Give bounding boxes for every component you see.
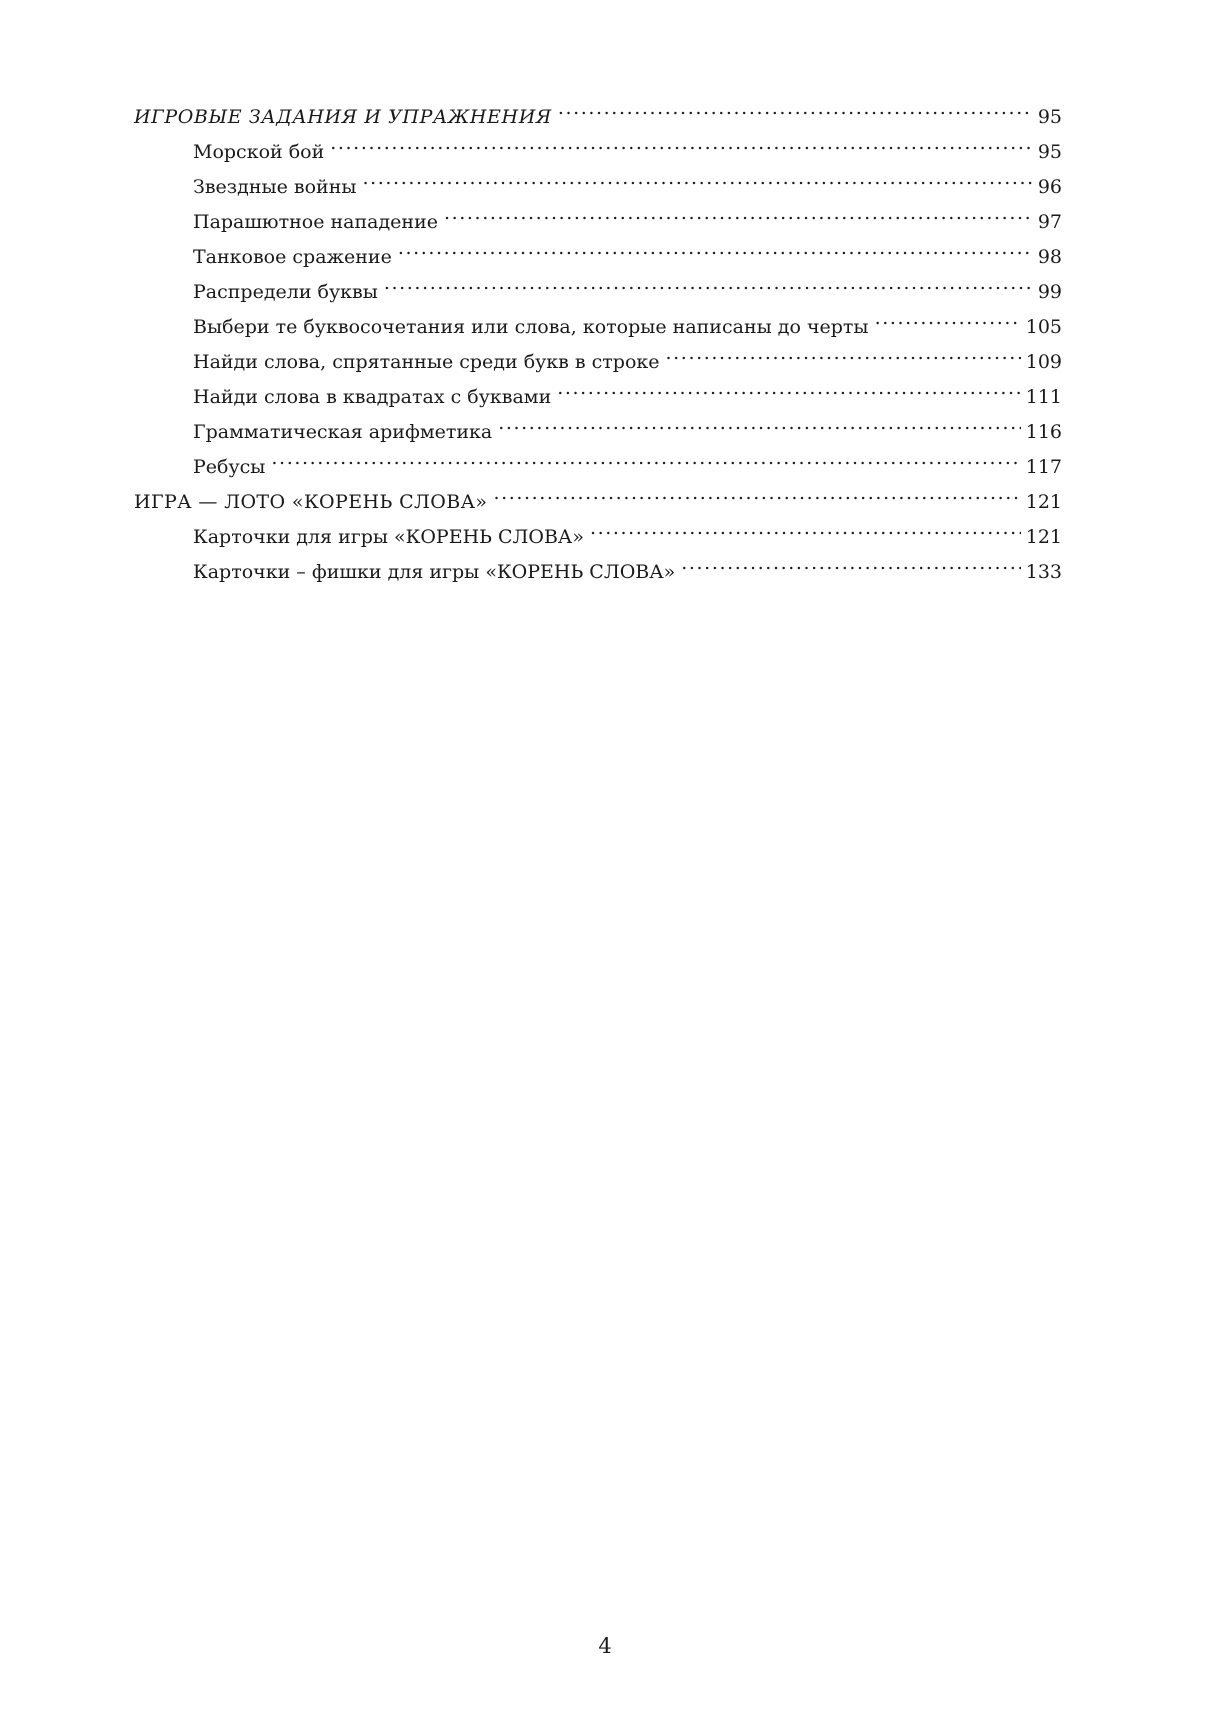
toc-entry-page: 121 [1025,491,1062,513]
toc-entry[interactable] [193,163,1062,198]
toc-leader-dots [384,268,1033,298]
toc-entry[interactable] [193,373,1062,408]
toc-entry-title: Грамматическая арифметика [193,421,493,443]
toc-entry-title: ИГРА — ЛОТО «КОРЕНЬ СЛОВА» [134,491,488,513]
toc-entry[interactable] [193,128,1062,163]
toc-entry[interactable] [193,233,1062,268]
toc-entry-page: 116 [1025,421,1062,443]
toc-entry-page: 97 [1037,211,1062,233]
toc-leader-dots [681,548,1020,578]
toc-leader-dots [493,478,1020,508]
toc-entry-page: 111 [1025,386,1062,408]
toc-entry-title: Ребусы [193,456,266,478]
toc-entry[interactable] [193,338,1062,373]
toc-leader-dots [330,128,1033,158]
toc-entry-title: Карточки для игры «КОРЕНЬ СЛОВА» [193,526,584,548]
toc-entry-title: Найди слова в квадратах с буквами [193,386,552,408]
toc-entry[interactable] [193,443,1062,478]
toc-leader-dots [590,513,1021,543]
toc-entry-title: Морской бой [193,141,325,163]
toc-entry-title: ИГРОВЫЕ ЗАДАНИЯ И УПРАЖНЕНИЯ [134,106,552,128]
toc-entry-page: 133 [1025,561,1062,583]
toc-entry-title: Выбери те буквосочетания или слова, которые написаны до черты [193,316,869,338]
page-number: 4 [598,1634,612,1658]
toc-entry-title: Звездные войны [193,176,357,198]
toc-leader-dots [444,198,1033,228]
toc-leader-dots [875,303,1021,333]
toc-entry-title: Танковое сражение [193,246,392,268]
toc-entry-title: Парашютное нападение [193,211,438,233]
toc-entry-page: 105 [1025,316,1062,338]
toc-leader-dots [398,233,1033,263]
toc-entry-title: Найди слова, спрятанные среди букв в строке [193,351,660,373]
toc-leader-dots [557,373,1020,403]
toc-entry[interactable] [193,513,1062,548]
toc-entry-title: Карточки – фишки для игры «КОРЕНЬ СЛОВА» [193,561,676,583]
toc-entry-section-lotto[interactable] [134,478,1062,513]
toc-entry-page: 109 [1025,351,1062,373]
toc-leader-dots [363,163,1033,193]
toc-entry-title: Распредели буквы [193,281,378,303]
toc-entry[interactable] [193,408,1062,443]
toc-entry[interactable] [193,303,1062,338]
toc-entry-page: 117 [1025,456,1062,478]
toc-leader-dots [498,408,1021,438]
toc-entry[interactable] [193,548,1062,583]
toc-entry[interactable] [193,268,1062,303]
toc-leader-dots [666,338,1021,368]
toc-entry-page: 95 [1037,141,1062,163]
toc-entry-page: 121 [1025,526,1062,548]
toc-entry-page: 98 [1037,246,1062,268]
toc-entry-page: 96 [1037,176,1062,198]
toc-entry-page: 95 [1037,106,1062,128]
toc-entry-section-games[interactable] [134,93,1062,128]
toc-leader-dots [558,93,1033,123]
toc-entry[interactable] [193,198,1062,233]
toc-entry-page: 99 [1037,281,1062,303]
toc-leader-dots [271,443,1020,473]
